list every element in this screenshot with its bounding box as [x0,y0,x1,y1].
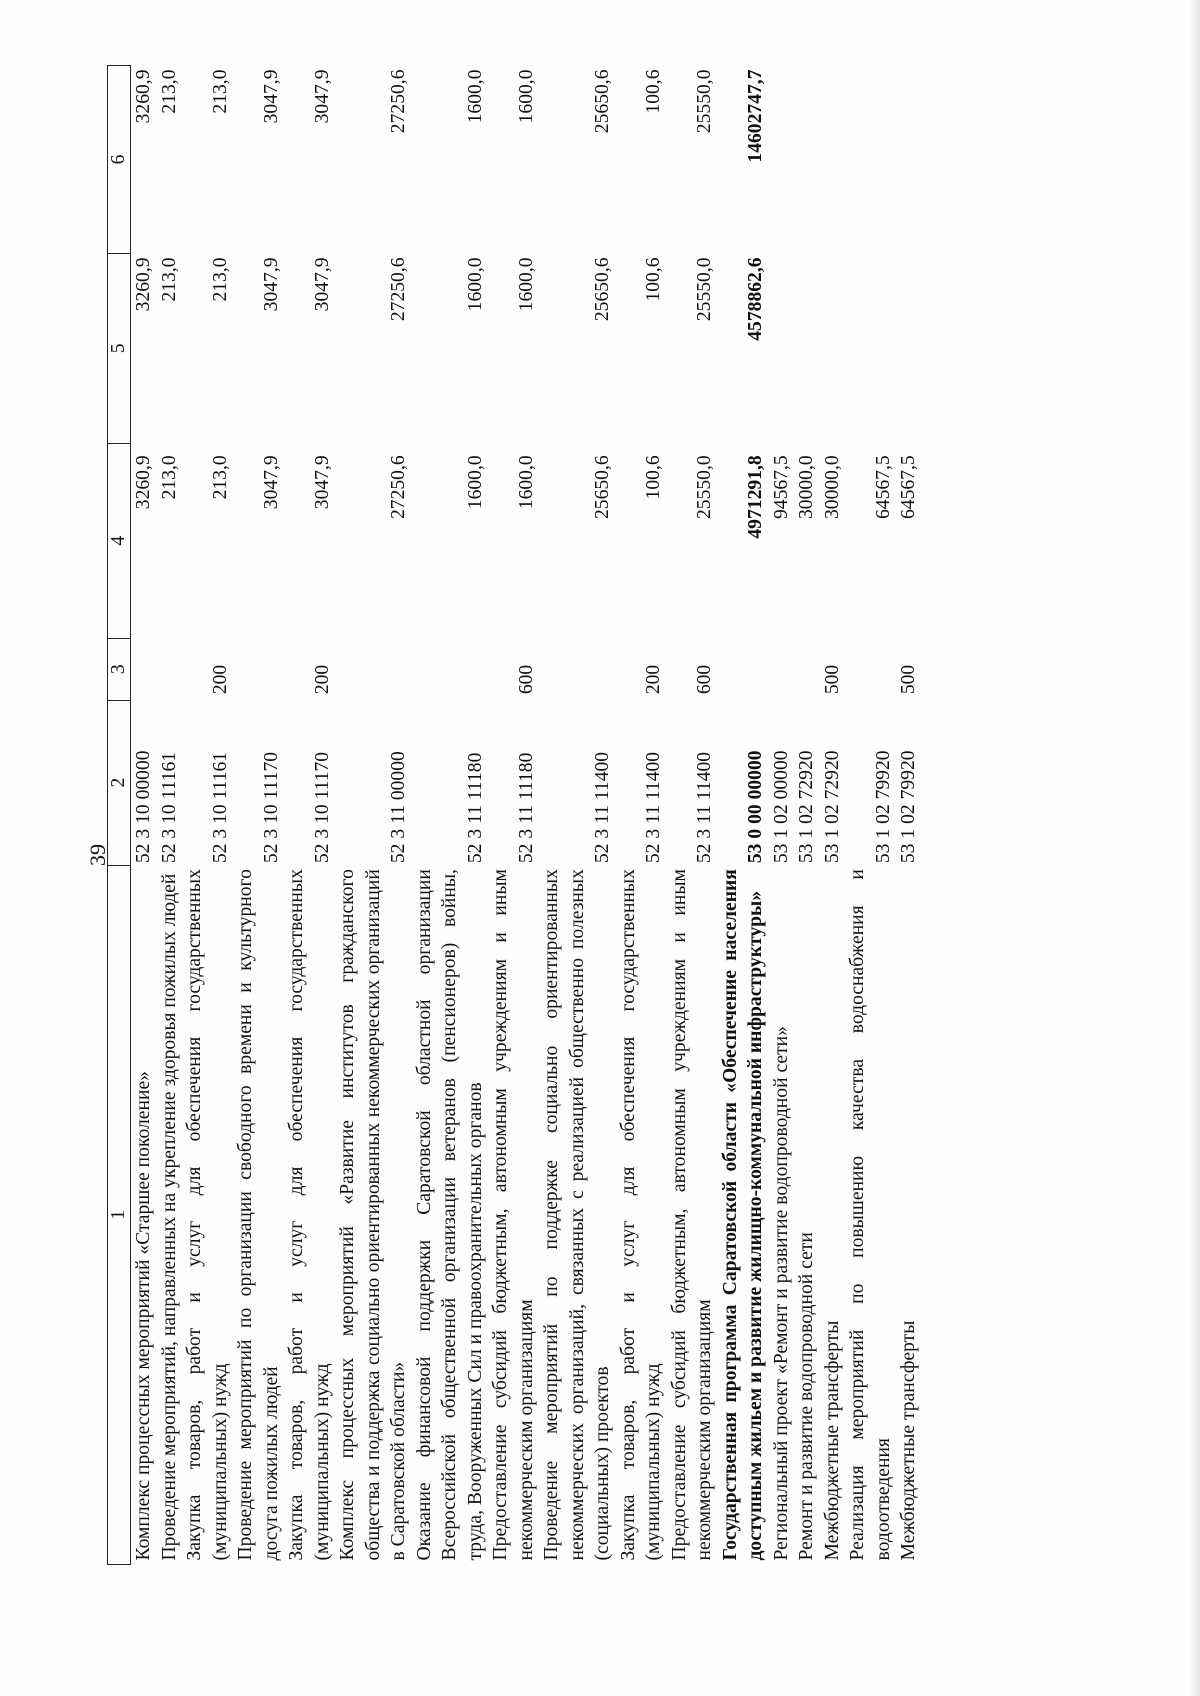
row-expense-type: 200 [643,664,664,695]
row-name: Ремонт и развитие водопроводной сети [796,1232,817,1561]
row-value-col4: 213,0 [209,455,231,500]
row-name: Межбюджетные трансферты [898,1320,919,1561]
row-value-col4: 3260,9 [133,455,154,510]
row-value-col5 [769,253,795,443]
row-expense-type [769,638,795,700]
table-row [718,66,769,1565]
row-code: 52 3 11 11180 [464,752,486,864]
row-expense-type: 200 [209,664,231,695]
row-code: 53 0 00 00000 [745,750,766,864]
row-code: 52 3 10 11170 [311,751,333,864]
row-value-col5: 1600,0 [464,257,486,312]
table-row [769,66,795,1565]
header-col-1: 1 [108,865,131,1564]
row-code: 52 3 10 00000 [133,750,154,864]
row-value-col6: 213,0 [158,69,180,114]
budget-table [107,65,922,1565]
table-row [412,66,489,1565]
row-value-col5: 25550,0 [694,257,715,322]
row-code: 53 1 02 00000 [770,750,792,864]
table-row [488,66,539,1565]
row-expense-type: 600 [515,664,537,695]
row-code: 53 1 02 72920 [821,750,843,864]
row-value-col4: 213,0 [158,455,180,500]
row-value-col6: 25650,6 [592,69,613,134]
row-value-col6: 100,6 [643,69,664,114]
row-name: Региональный проект «Ремонт и развитие водопроводной сети» [770,1026,792,1561]
row-value-col4: 1600,0 [464,455,486,510]
row-value-col4: 64567,5 [872,455,894,520]
row-value-col4: 27250,6 [388,455,409,520]
table-row [667,66,718,1565]
table-row [335,66,412,1565]
row-name: Проведение мероприятий по поддержке социально ориентированных некоммерческих организаций, связанных с реализацией общественно полезных (социальных) проектов [541,869,613,1561]
row-value-col4: 30000,0 [796,455,817,520]
header-col-3: 3 [108,638,131,700]
row-value-col5 [845,253,896,443]
row-code: 52 3 11 11400 [592,751,613,864]
row-expense-type [412,638,489,700]
table-row [157,66,183,1565]
row-name: Предоставление субсидий бюджетным, автономным учреждениям и иным некоммерческим организациям [668,869,715,1561]
row-name: Закупка товаров, работ и услуг для обеспечения государственных (муниципальных) нужд [184,869,231,1561]
row-value-col4: 25650,6 [592,455,613,520]
row-value-col6: 3260,9 [133,69,154,124]
row-value-col4: 1600,0 [515,455,537,510]
row-value-col4: 3047,9 [260,455,282,510]
row-value-col5: 1600,0 [515,257,537,312]
row-expense-type [539,638,616,700]
row-code: 52 3 10 11161 [209,751,231,864]
page-number: 39 [85,844,110,866]
row-name: Реализация мероприятий по повышению качества водоснабжения и водоотведения [847,869,894,1561]
table-row [131,66,157,1565]
row-expense-type [157,638,183,700]
row-code: 52 3 11 00000 [388,751,409,864]
row-value-col5 [794,253,820,443]
row-value-col6 [769,66,795,254]
row-code: 52 3 11 11400 [694,751,715,864]
row-name: Оказание финансовой поддержки Саратовской областной организации Всероссийской общественной организации ветеранов (пенсионеров) войны, труда, Вооруженных Сил и правоохранительных органов [413,869,486,1561]
row-value-col4: 30000,0 [821,455,843,520]
table-row [896,66,922,1565]
row-code: 52 3 11 11180 [515,752,537,864]
table-row [845,66,896,1565]
table-row [284,66,335,1565]
row-value-col6: 25550,0 [694,69,715,134]
row-expense-type [335,638,412,700]
row-value-col6: 14602747,7 [745,69,766,163]
row-value-col4: 100,6 [643,455,664,500]
row-value-col5: 213,0 [209,257,231,302]
row-name: Предоставление субсидий бюджетным, автономным учреждениям и иным некоммерческим организациям [490,869,537,1561]
table-header [108,66,131,1565]
row-expense-type [718,638,769,700]
row-value-col6 [845,66,896,254]
row-expense-type [845,638,896,700]
row-name: Государственная программа Саратовской области «Обеспечение населения доступным жильем и развитие жилищно-коммунальной инфраструктуры» [719,869,766,1561]
scan-edge [1188,0,1200,1696]
row-code: 53 1 02 79920 [898,750,919,864]
row-expense-type [131,638,157,700]
row-expense-type: 500 [898,664,919,695]
table-row [182,66,233,1565]
row-code: 52 3 10 11161 [158,751,180,864]
row-name: Комплекс процессных мероприятий «Старшее поколение» [133,1071,154,1561]
row-value-col6: 1600,0 [515,69,537,124]
header-col-5: 5 [108,253,131,443]
row-name: Закупка товаров, работ и услуг для обеспечения государственных (муниципальных) нужд [617,869,664,1561]
row-value-col5: 3260,9 [133,257,154,312]
row-expense-type [233,638,284,700]
table-row [233,66,284,1565]
row-name: Закупка товаров, работ и услуг для обеспечения государственных (муниципальных) нужд [286,869,333,1561]
row-value-col4: 4971291,8 [745,455,766,539]
row-value-col6: 3047,9 [260,69,282,124]
row-value-col5: 25650,6 [592,257,613,322]
header-col-6: 6 [108,66,131,254]
row-value-col5 [820,253,846,443]
row-expense-type [794,638,820,700]
row-code: 52 3 10 11170 [260,751,282,864]
row-name: Проведение мероприятий по организации свободного времени и культурного досуга пожилых людей [235,869,282,1561]
row-value-col4: 64567,5 [898,455,919,520]
table-row [616,66,667,1565]
row-expense-type: 500 [821,664,843,695]
row-value-col5: 100,6 [643,257,664,302]
rotated-content [35,60,1165,1650]
row-value-col6: 27250,6 [388,69,409,134]
row-name: Межбюджетные трансферты [821,1320,843,1561]
table-row [539,66,616,1565]
table-row [820,66,846,1565]
row-value-col4: 3047,9 [311,455,333,510]
table-row [794,66,820,1565]
row-code: 52 3 11 11400 [643,751,664,864]
row-code: 53 1 02 79920 [872,750,894,864]
row-value-col5: 3047,9 [311,257,333,312]
row-expense-type: 600 [694,664,715,695]
row-value-col5: 27250,6 [388,257,409,322]
row-code: 53 1 02 72920 [796,750,817,864]
row-value-col6 [794,66,820,254]
header-col-4: 4 [108,443,131,638]
row-value-col6 [820,66,846,254]
row-value-col6 [896,66,922,254]
row-value-col5: 3047,9 [260,257,282,312]
row-value-col6: 1600,0 [464,69,486,124]
row-name: Комплекс процессных мероприятий «Развитие институтов гражданского общества и поддержка социально ориентированных некоммерческих организаций в Саратовской области» [337,869,409,1561]
row-value-col6: 3047,9 [311,69,333,124]
row-name: Проведение мероприятий, направленных на укрепление здоровья пожилых людей [158,873,180,1561]
row-value-col6: 213,0 [209,69,231,114]
row-value-col5: 213,0 [158,257,180,302]
row-value-col5 [896,253,922,443]
row-value-col4: 25550,0 [694,455,715,520]
row-value-col4: 94567,5 [770,455,792,520]
row-value-col5: 4578862,6 [745,257,766,341]
row-expense-type: 200 [311,664,333,695]
header-col-2: 2 [108,700,131,865]
table-body [131,66,922,1565]
